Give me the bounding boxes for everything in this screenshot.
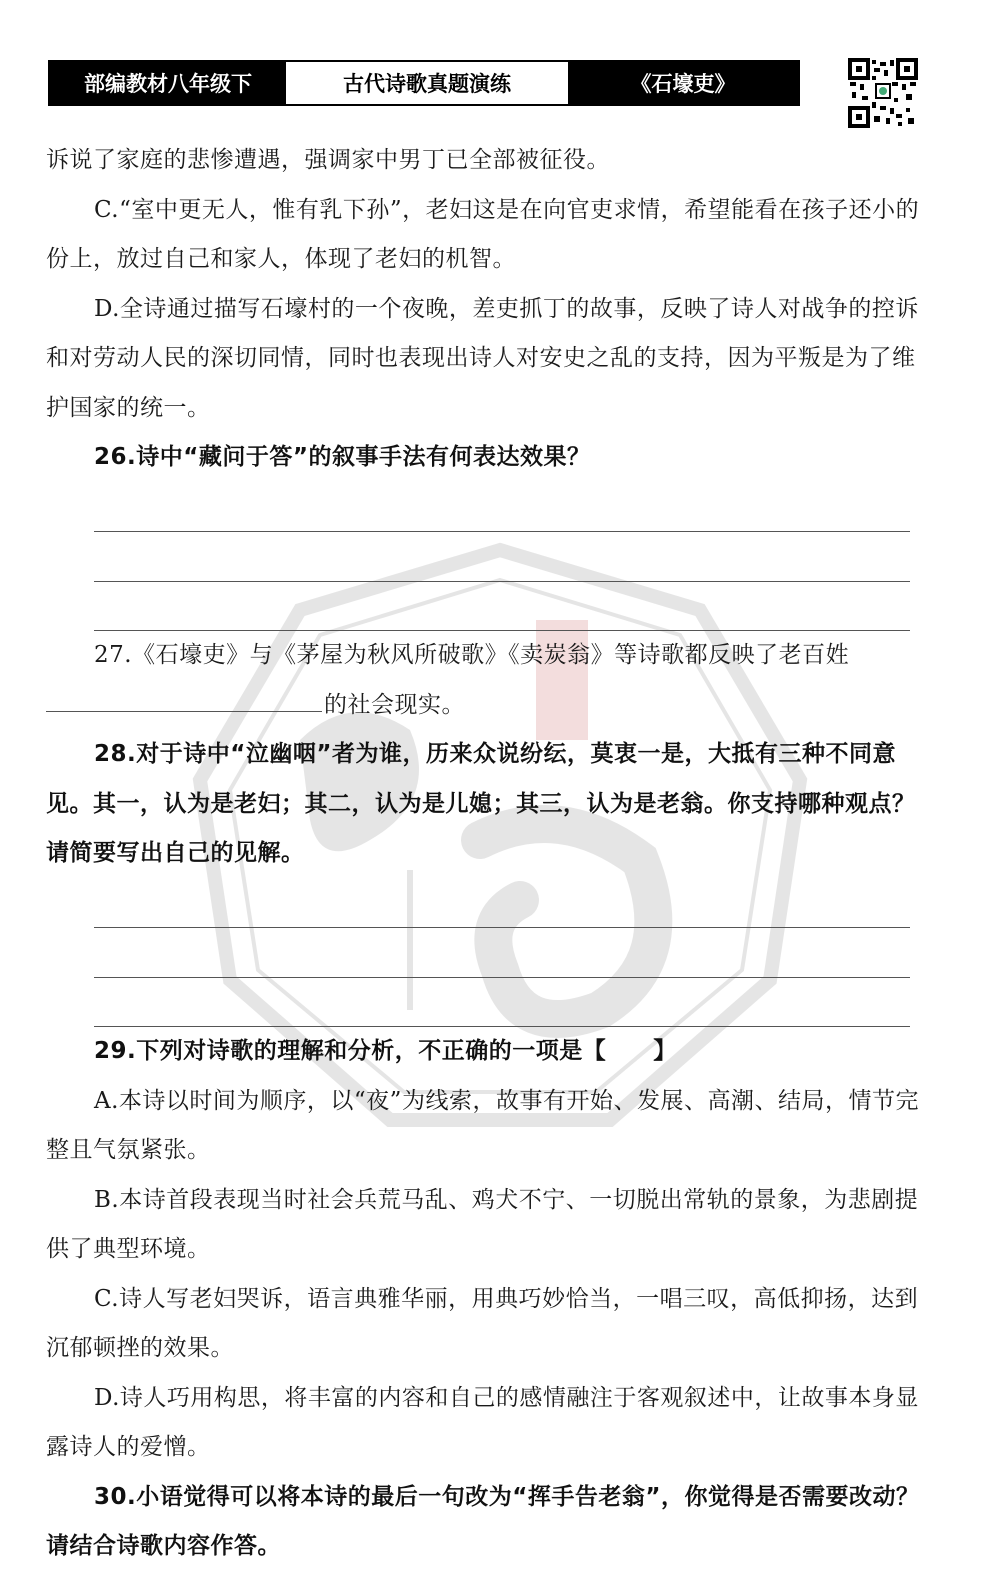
question-29: 29.下列对诗歌的理解和分析，不正确的一项是【 】: [94, 1038, 677, 1064]
continued-text: 诉说了家庭的悲惨遭遇，强调家中男丁已全部被征役。: [46, 147, 610, 173]
answer-area-28[interactable]: [46, 879, 924, 1028]
option-d: D.诗人巧用构思，将丰富的内容和自己的感情融注于客观叙述中，让故事本身显露诗人的爱憎。: [46, 1384, 919, 1460]
textbook-label: 部编教材八年级下: [50, 62, 286, 104]
question-27-continuation: [46, 681, 924, 731]
answer-line[interactable]: [94, 483, 910, 533]
question-27-ending: 的社会现实。: [324, 691, 465, 718]
answer-line[interactable]: [94, 879, 910, 929]
worksheet-body: [46, 136, 924, 1572]
section-title: 古代诗歌真题演练: [286, 62, 568, 104]
answer-line[interactable]: [94, 582, 910, 632]
qr-code-icon[interactable]: [848, 58, 918, 128]
answer-area-26[interactable]: [46, 483, 924, 632]
poem-title: 《石壕吏》: [568, 62, 798, 104]
fill-in-blank[interactable]: [46, 681, 322, 712]
answer-line[interactable]: [94, 928, 910, 978]
answer-line[interactable]: [94, 532, 910, 582]
option-c: C.诗人写老妇哭诉，语言典雅华丽，用典巧妙恰当，一唱三叹，高低抑扬，达到沉郁顿挫的效果。: [46, 1285, 919, 1361]
option-d-prev: D.全诗通过描写石壕村的一个夜晚，差吏抓丁的故事，反映了诗人对战争的控诉和对劳动人民的深切同情，同时也表现出诗人对安史之乱的支持，因为平叛是为了维护国家的统一。: [46, 295, 919, 421]
option-a: A.本诗以时间为顺序，以“夜”为线索，故事有开始、发展、高潮、结局，情节完整且气氛紧张。: [46, 1087, 919, 1163]
page-header: [48, 60, 800, 106]
option-b: B.本诗首段表现当时社会兵荒马乱、鸡犬不宁、一切脱出常轨的景象，为悲剧提供了典型环境。: [46, 1186, 919, 1262]
answer-line[interactable]: [94, 978, 910, 1028]
question-28: 28.对于诗中“泣幽咽”者为谁，历来众说纷纭，莫衷一是，大抵有三种不同意见。其一，认为是老妇；其二，认为是儿媳；其三，认为是老翁。你支持哪种观点？请简要写出自己的见解。: [46, 741, 916, 866]
question-30: 30.小语觉得可以将本诗的最后一句改为“挥手告老翁”，你觉得是否需要改动？请结合诗歌内容作答。: [46, 1483, 920, 1559]
question-26: 26.诗中“藏问于答”的叙事手法有何表达效果？: [94, 444, 591, 470]
option-c-prev: C.“室中更无人，惟有乳下孙”，老妇这是在向官吏求情，希望能看在孩子还小的份上，放过自己和家人，体现了老妇的机智。: [46, 196, 920, 272]
question-27: 27.《石壕吏》与《茅屋为秋风所破歌》《卖炭翁》等诗歌都反映了老百姓: [94, 642, 850, 668]
